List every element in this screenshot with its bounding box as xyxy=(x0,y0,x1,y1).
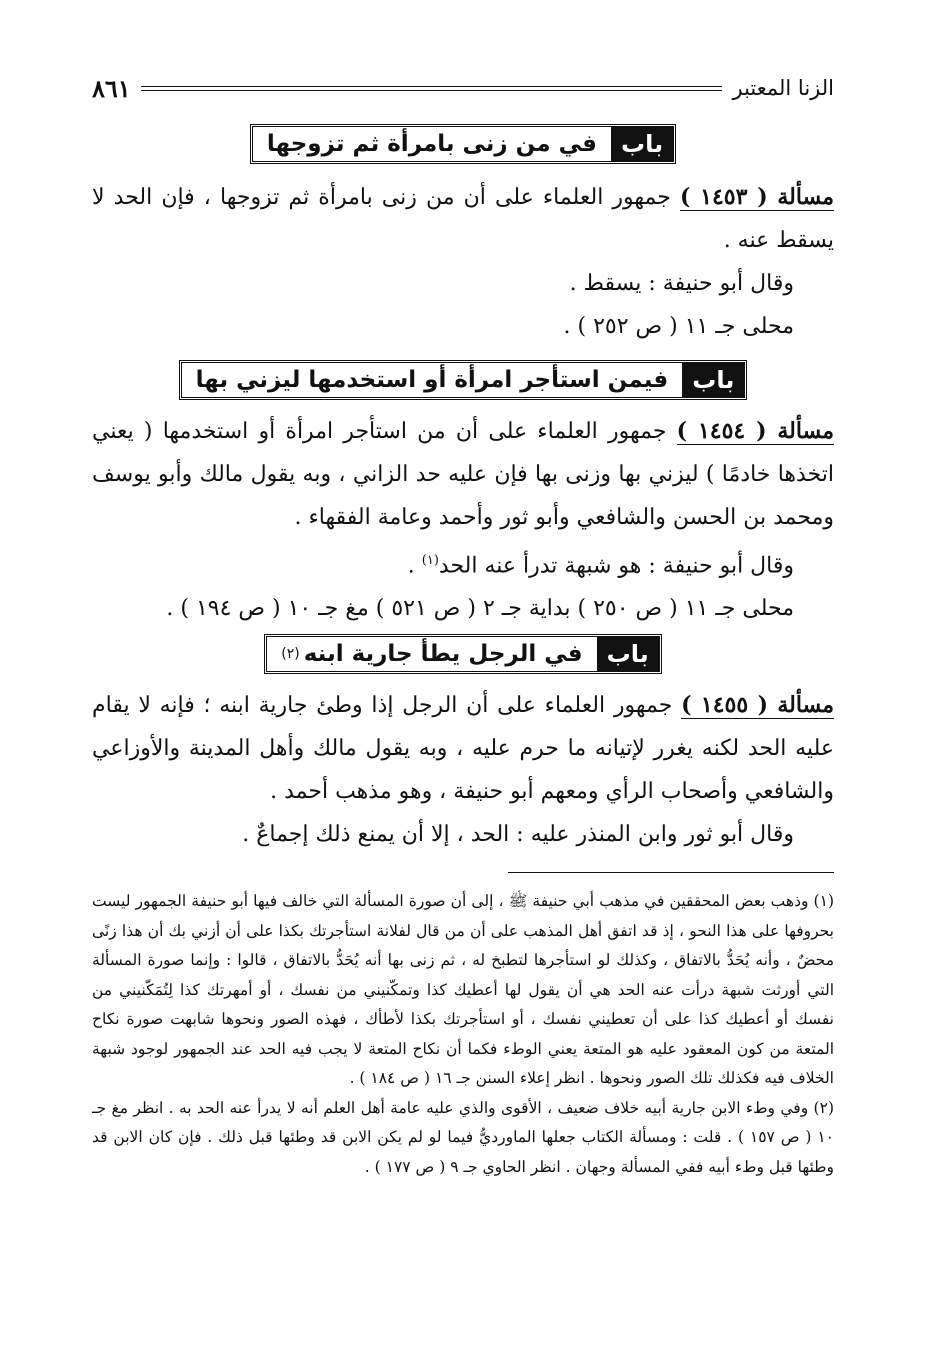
running-title: الزنا المعتبر xyxy=(732,76,834,100)
dissent-paragraph: وقال أبو ثور وابن المنذر عليه : الحد ، إلا أن يمنع ذلك إجماعٌ . xyxy=(242,822,794,848)
chapter-heading-1 xyxy=(92,124,834,164)
footnote-marker[interactable]: (١) xyxy=(421,553,439,568)
masala-paragraph xyxy=(92,176,834,262)
chapter-title: فيمن استأجر امرأة أو استخدمها ليزني بها xyxy=(195,367,669,393)
page-number: ٨٦١ xyxy=(92,73,131,103)
footnote-2: (٢) وفي وطء الابن جارية أبيه خلاف ضعيف ، الأقوى والذي عليه عامة أهل العلم أنه لا يدرأ عنه الحد به . انظر مغ جـ ١٠ ( ص ١٥٧ ) . قلت : ومسألة الكتاب جعلها الماورديُّ فيما لو لم يكن الابن قد وطئها قبل ذلك . فإن كان الابن قد وطئها قبل وطء أبيه ففي المسألة وجهان . انظر الحاوي جـ ٩ ( ص ١٧٧ ) . xyxy=(92,1098,834,1176)
chapter-title-text: في الرجل يطأ جارية ابنه xyxy=(303,641,583,668)
masala-paragraph xyxy=(92,410,834,539)
footnote-1: (١) وذهب بعض المحققين في مذهب أبي حنيفة ﷺ ، إلى أن صورة المسألة التي خالف فيها أبو حنيفة الجمهور ليست بحروفها على هذا النحو ، إذ قد اتفق أهل المذهب على أن من قال لفلانة استأجرتك بكذا على أن أزني بك أن هذا زنًى محضٌ ، وأنه يُحَدُّ بالاتفاق ، وكذلك لو استأجرها لتطبخ له ، ثم زنى بها أنه يُحَدُّ بالاتفاق ، قالوا : وإنما صورة المسألة التي أورثت شبهة درأت عنه الحد هي أن يقول لها أعطيك كذا وتمكّنيني من نفسك ، أو أمهرتك كذا لِتُمَكّنيني من نفسك أو أعطيك كذا على أن تعطيني نفسك ، أو استأجرتك بكذا لأطأك ، فهذه الصور ونحوها شابهت صورة نكاح المتعة من كون المعقود عليه هو المتعة يعني الوطء فكما أن نكاح المتعة لا يجب فيه الحد عند الجمهور لوجود شبهة الخلاف فيه فكذلك تلك الصور ونحوها . انظر إعلاء السنن جـ ١٦ ( ص ١٨٤ ) . xyxy=(92,892,834,1088)
dissent-end: . xyxy=(407,553,422,579)
footnote-separator xyxy=(508,872,834,873)
chapter-heading-3 xyxy=(92,634,834,674)
chapter-title: في من زنى بامرأة ثم تزوجها xyxy=(266,131,597,157)
masala-label: مسألة ( ١٤٥٤ ) xyxy=(676,418,835,444)
footnote-marker[interactable]: (٢) xyxy=(281,646,300,663)
chapter-heading-box xyxy=(264,634,661,674)
dissent-paragraph: وقال أبو حنيفة : يسقط . xyxy=(569,271,794,296)
chapter-heading-2 xyxy=(92,360,834,400)
masala-text: جمهور العلماء على أن الرجل إذا وطئ جارية ابنه ؛ فإنه لا يقام عليه الحد لكنه يغرر لإتيانه ما حرم عليه ، وبه يقول مالك وأهل المدينة والأوزاعي والشافعي وأصحاب الرأي ومعهم أبو حنيفة ، وهو مذهب أحمد . xyxy=(92,693,834,805)
reference-line: محلى جـ ١١ ( ص ٢٥٢ ) . xyxy=(563,314,794,339)
chapter-heading-box xyxy=(179,360,748,400)
running-header xyxy=(92,68,834,108)
masala-paragraph xyxy=(92,684,834,813)
book-page xyxy=(92,68,834,1182)
chapter-heading-box xyxy=(250,124,676,164)
bab-label: باب xyxy=(682,363,744,397)
reference-line: محلى جـ ١١ ( ص ٢٥٠ ) بداية جـ ٢ ( ص ٥٢١ ) مغ جـ ١٠ ( ص ١٩٤ ) . xyxy=(166,596,794,622)
masala-text: جمهور العلماء على أن من استأجر امرأة أو استخدمها ( يعني اتخذها خادمًا ) ليزني بها وزنى بها فإن عليه حد الزاني ، وبه يقول مالك وأبو يوسف ومحمد بن الحسن والشافعي وأبو ثور وأحمد وعامة الفقهاء . xyxy=(92,419,834,530)
header-double-rule xyxy=(141,86,723,91)
bab-label: باب xyxy=(611,127,673,161)
masala-label: مسألة ( ١٤٥٣ ) xyxy=(679,184,834,210)
masala-text: جمهور العلماء على أن من زنى بامرأة ثم تزوجها ، فإن الحد لا يسقط عنه . xyxy=(92,185,834,253)
bab-label: باب xyxy=(597,637,659,671)
masala-label: مسألة ( ١٤٥٥ ) xyxy=(681,692,834,719)
dissent-text: وقال أبو حنيفة : هو شبهة تدرأ عنه الحد xyxy=(438,553,794,579)
chapter-title xyxy=(267,637,596,671)
dissent-paragraph xyxy=(92,539,834,587)
